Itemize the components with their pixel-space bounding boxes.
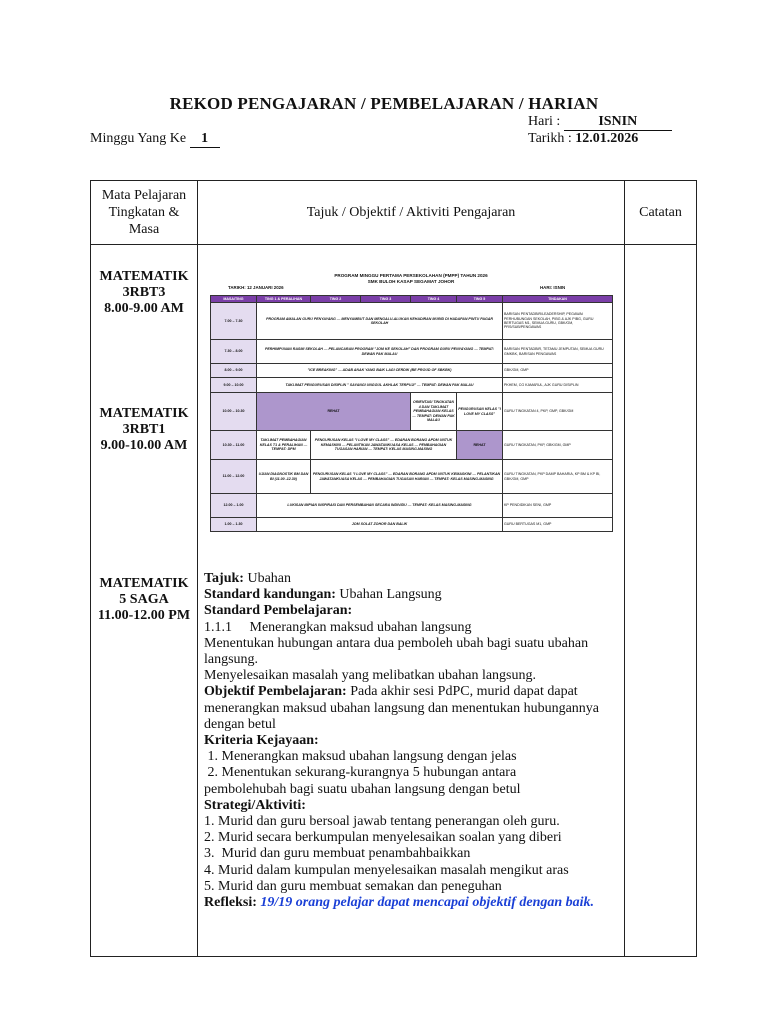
criteria-label: Kriteria Kejayaan: [204, 733, 319, 749]
page-title: REKOD PENGAJARAN / PEMBELAJARAN / HARIAN [169, 94, 599, 113]
schedule-event: REHAT [257, 393, 411, 431]
class-entry-3 [91, 576, 197, 624]
class-subject: MATEMATIK [99, 269, 189, 284]
schedule-header: TINDAKAN [503, 296, 613, 303]
class-entry-2 [91, 406, 197, 454]
notes-cell [625, 245, 697, 957]
tarikh-label: Tarikh : [528, 131, 572, 146]
schedule-time: 12.00 – 1.00 [211, 494, 257, 518]
table-body-row [91, 245, 697, 957]
sk-line [204, 587, 600, 603]
schedule-header: TING 5 [457, 296, 503, 303]
class-subject: MATEMATIK [99, 576, 189, 591]
sp-label: Standard Pembelajaran: [204, 603, 353, 619]
sk-label: Standard kandungan: [204, 587, 336, 603]
schedule-time: 10.30 – 11.00 [211, 431, 257, 460]
schedule-note: KP PENDIDIKAN SENI, GMP [503, 494, 613, 518]
schedule-header: TING 1 & PERALIHAN [257, 296, 311, 303]
schedule-note: BARISAN PENTADBIR, TETAMU JEMPUTAN, SEMUA GURU GMKBK, BARISAN PENGAWAS [503, 340, 613, 364]
strategy-item: 3. Murid dan guru membuat penambahbaikkan [204, 846, 471, 862]
sp-item: 1.1.1 Menerangkan maksud ubahan langsung [204, 619, 472, 635]
lesson-record-table [90, 180, 697, 957]
content-cell [198, 245, 625, 957]
strategy-item: 2. Murid secara berkumpulan menyelesaikan soalan yang diberi [204, 830, 562, 846]
schedule-event: PENGURUSAN KELAS "I LOVE MY CLASS" — EDARAN BORANG APDM UNTUK KEMASKINI — PELANTIKAN JAWATANKUASA KELAS — PEMBAHAGIAN TUGASAN HARIAN — TEMPAT: KELAS MASING-MASING [311, 431, 457, 460]
class-time: 11.00-12.00 PM [97, 608, 191, 623]
schedule-row [211, 431, 613, 460]
strategy-item: 4. Murid dalam kumpulan menyelesaikan masalah mengikut aras [204, 862, 569, 878]
schedule-event: PENGURUSAN KELAS "I LOVE MY CLASS" [457, 393, 503, 431]
schedule-row [211, 460, 613, 494]
class-entry-1 [91, 269, 197, 317]
hari-line [528, 114, 672, 131]
reflection-value: 19/19 orang pelajar dapat mencapai objektif dengan baik. [256, 895, 595, 911]
schedule-event: TAKLIMAT PENGURUSAN DISIPLIN " SAYANGI UNGGUL AKHLAK TERPUJI" — TEMPAT: DEWAN PAK MALAU [257, 378, 503, 393]
objective-value: Pada akhir sesi PdPC, murid dapat dapat menerangkan maksud ubahan langsung dan menentukan hubungannya dengan betul [204, 684, 600, 732]
schedule-event: PROGRAM AMALAN GURU PENYAYANG — MENYAMBUT DAN MENGALU-ALUKAN KEHADIRAN MURID DI HADAPAN PINTU PAGAR SEKOLAH [257, 303, 503, 340]
schedule-time: 9.00 – 10.00 [211, 378, 257, 393]
reflection-label: Refleksi: [204, 895, 257, 911]
schedule-header-row [211, 296, 613, 303]
schedule-event: LUKISAN IMPIAN INSPIRASI DAN PERSEMBAHAN SECARA INDIVIDU — TEMPAT: KELAS MASING-MASING [257, 494, 503, 518]
pmpp-schedule-image [210, 273, 612, 527]
schedule-event: JOM SOLAT ZOHOR DAN BALIK [257, 518, 503, 532]
sp-line: Menentukan hubungan antara dua pemboleh ubah bagi suatu ubahan langsung. [204, 635, 589, 668]
schedule-event: TAKLIMAT PEMBAHAGIAN KELAS T1 & PERALIHAN — TEMPAT: DPM [257, 431, 311, 460]
strategy-label: Strategi/Aktiviti: [204, 797, 306, 813]
schedule-header: TING 4 [411, 296, 457, 303]
class-group: 3RBT3 [122, 285, 166, 300]
criteria-item: 2. Menentukan sekurang-kurangnya 5 hubungan antara pembolehubah bagi suatu ubahan langsung dengan betul [204, 765, 521, 797]
hari-value: ISNIN [564, 114, 672, 131]
schedule-row [211, 340, 613, 364]
class-time: 9.00-10.00 AM [100, 438, 188, 453]
minggu-value: 1 [190, 131, 220, 148]
schedule-event: "ICE BREAKING" — ADAB ANAK YANG BAIK LAGI CERDIK (BE PROUD OF SBKBK) [257, 364, 503, 378]
schedule-note: GURU TINGKATAN, PKP, GBK/GM, GMP [503, 431, 613, 460]
minggu-line [90, 131, 220, 148]
reflection-line [204, 895, 600, 911]
schedule-time: 10.00 – 10.30 [211, 393, 257, 431]
schedule-time: 1.00 – 1.30 [211, 518, 257, 532]
schedule-row [211, 494, 613, 518]
header-topic: Tajuk / Objektif / Aktiviti Pengajaran [198, 181, 625, 245]
schedule-title [210, 273, 612, 285]
class-group: 5 SAGA [119, 592, 169, 607]
schedule-time: 7.00 – 7.30 [211, 303, 257, 340]
header-notes: Catatan [625, 181, 697, 245]
header-subject: Mata Pelajaran Tingkatan & Masa [91, 181, 198, 245]
schedule-note: GBK/GM, GMP [503, 364, 613, 378]
tarikh-line [528, 131, 638, 147]
schedule-event: UJIAN DIAGNOSTIK BM DAN BI (11.00 -12.30) [257, 460, 311, 494]
schedule-row [211, 378, 613, 393]
schedule-row [211, 303, 613, 340]
class-group: 3RBT1 [122, 422, 166, 437]
class-subject: MATEMATIK [99, 406, 189, 421]
schedule-note: GURU TINGKATAN 4, PKP, GMP, GBK/GM [503, 393, 613, 431]
schedule-note: GURU TINGKATAN, PKP DAMP BAHARIA, KP BM & KP BI, GBK/GM, GMP [503, 460, 613, 494]
schedule-time: 8.00 – 9.00 [211, 364, 257, 378]
schedule-event: ORIENTASI TINGKATAN 4 DAN TAKLIMAT PEMBAHAGIAN KELAS — TEMPAT: DEWAN PAK MALAU [411, 393, 457, 431]
tarikh-value: 12.01.2026 [575, 131, 639, 146]
schedule-date: TARIKH: 12 JANUARI 2026 [228, 285, 284, 290]
strategy-item: 5. Murid dan guru membuat semakan dan peneguhan [204, 878, 502, 894]
objective-label: Objektif Pembelajaran: [204, 684, 347, 700]
criteria-item: 1. Menerangkan maksud ubahan langsung dengan jelas [204, 749, 517, 765]
sk-value: Ubahan Langsung [339, 587, 442, 603]
sp-line: Menyelesaikan masalah yang melibatkan ubahan langsung. [204, 668, 537, 684]
minggu-label: Minggu Yang Ke [90, 131, 187, 146]
schedule-row [211, 393, 613, 431]
schedule-title-1: PROGRAM MINGGU PERTAMA PERSEKOLAHAN (PMPP) TAHUN 2026 [334, 273, 488, 278]
schedule-title-2: SMK BULOH KASAP SEGAMAT JOHOR [367, 279, 455, 284]
schedule-event: PERHIMPUNAN RASMI SEKOLAH — PELANCARAN PROGRAM "JOM KE SEKOLAH" DAN PROGRAM GURU PENYAYANG — TEMPAT: DEWAN PAK MALAU [257, 340, 503, 364]
schedule-header: TING 2 [311, 296, 361, 303]
schedule-note: BARISAN PENTADBIR/LEADERSHIP, PEGAWAI PERHUBUNGAN SEKOLAH, PIBG & AJK PIBG, GURU BERTUGAS M1, SEMUA GURU, GBK/GM, PRS/SUB/PENGAWAS [503, 303, 613, 340]
schedule-header: TING 3 [361, 296, 411, 303]
tajuk-line [204, 571, 600, 587]
schedule-row [211, 364, 613, 378]
strategy-item: 1. Murid dan guru bersoal jawab tentang penerangan oleh guru. [204, 814, 560, 830]
hari-label: Hari : [528, 114, 561, 129]
schedule-table [210, 295, 613, 532]
schedule-note: GURU BERTUGAS M1, GMP [503, 518, 613, 532]
subject-cell [91, 245, 198, 957]
tajuk-value: Ubahan [247, 571, 291, 586]
schedule-time: 7.30 – 8.00 [211, 340, 257, 364]
schedule-event: PENGURUSAN KELAS "I LOVE MY CLASS" — EDARAN BORANG APDM UNTUK KEMASKINI — PELANTIKAN JAWATANKUASA KELAS — PEMBAHAGIAN TUGASAN HARIAN — TEMPAT: KELAS MASING-MASING [311, 460, 503, 494]
schedule-header: MASA/TING [211, 296, 257, 303]
class-time: 8.00-9.00 AM [104, 301, 184, 316]
table-header-row [91, 181, 697, 245]
schedule-day: HARI: ISNIN [540, 285, 566, 290]
schedule-row [211, 518, 613, 532]
objective-line [204, 684, 600, 733]
schedule-event: REHAT [457, 431, 503, 460]
tajuk-label: Tajuk: [204, 571, 244, 586]
schedule-note: PKHEM, CG KAMARUL, AJK GURU DISIPLIN [503, 378, 613, 393]
schedule-time: 11.00 – 12.00 [211, 460, 257, 494]
lesson-details [204, 571, 600, 911]
